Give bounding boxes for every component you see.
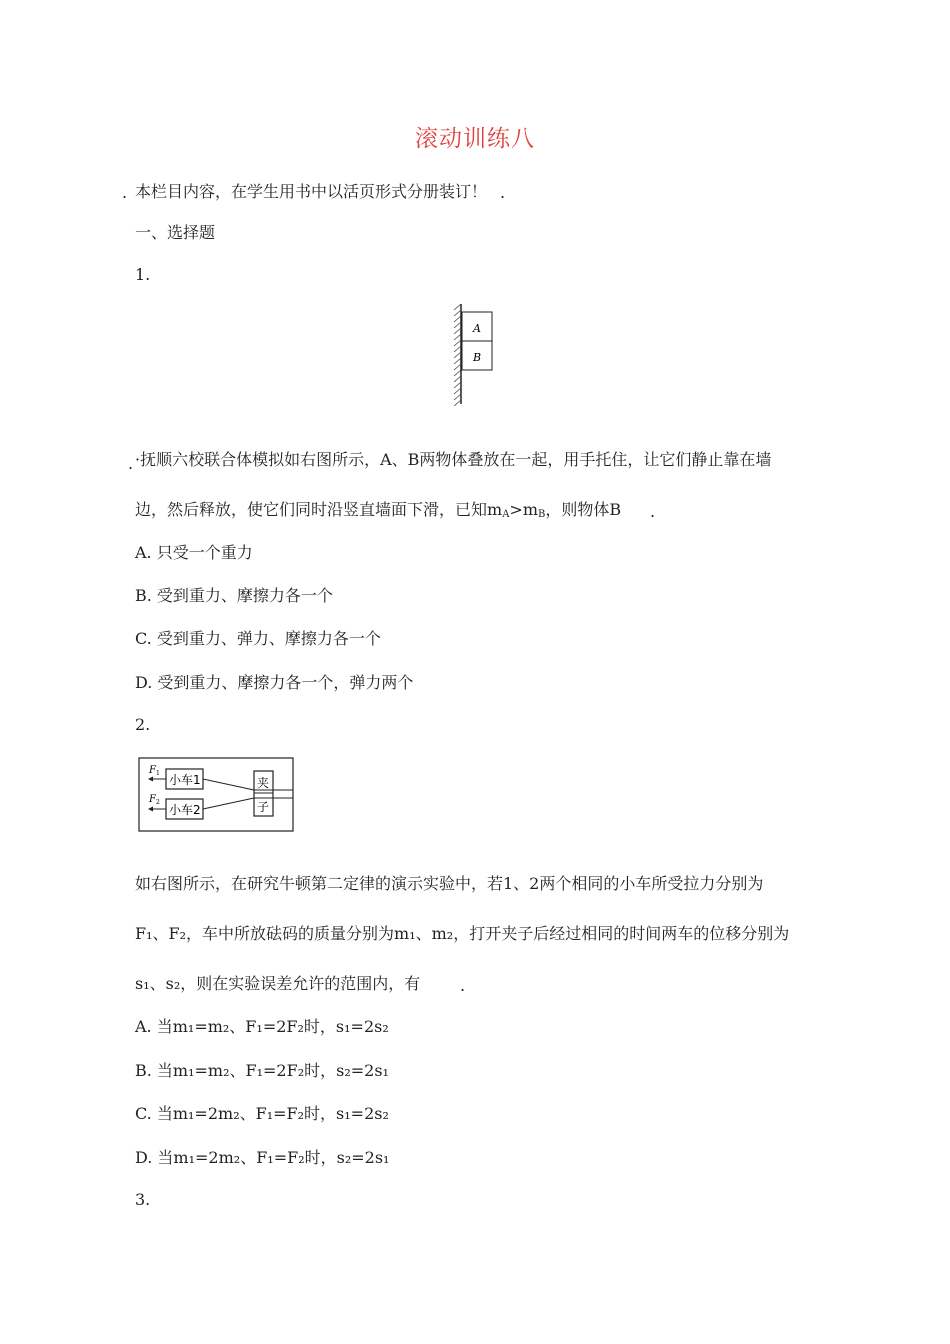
question-1-option-d: D. 受到重力、摩擦力各一个，弹力两个 [135, 673, 414, 692]
clip-label-bottom: 子 [257, 800, 270, 814]
question-1-number: 1. [135, 265, 151, 284]
cart-1-label: 小车1 [169, 773, 201, 787]
margin-dot: . [122, 183, 128, 202]
f2-label: F [149, 794, 156, 805]
question-2-stem-line-2: F₁、F₂，车中所放砝码的质量分别为m₁、m₂，打开夹子后经过相同的时间两车的位移分别为 [135, 924, 790, 943]
margin-dot: . [500, 183, 506, 202]
margin-dot: . [460, 976, 466, 995]
block-a-label: A [473, 322, 481, 335]
question-2-number: 2. [135, 715, 151, 734]
question-1-stem-line-2: 边，然后释放，使它们同时沿竖直墙面下滑，已知$m_A>m_B$，则物体B [135, 500, 622, 520]
binding-note: 本栏目内容，在学生用书中以活页形式分册装订！ [135, 182, 488, 201]
question-2-stem-line-1: 如右图所示，在研究牛顿第二定律的演示实验中，若1、2两个相同的小车所受拉力分别为 [135, 874, 764, 893]
clip-label-top: 夹 [257, 776, 270, 790]
f1-label: F [149, 765, 156, 776]
question-1-option-a: A. 只受一个重力 [135, 543, 253, 562]
question-2-option-c: C. 当m₁=2m₂、F₁=F₂时，s₁=2s₂ [135, 1104, 389, 1123]
f2-subscript: 2 [156, 799, 160, 806]
f1-subscript: 1 [156, 770, 160, 777]
cart-2-label: 小车2 [169, 803, 201, 817]
question-2-option-a: A. 当m₁=m₂、F₁=2F₂时，s₁=2s₂ [135, 1017, 389, 1036]
question-1-stem-line-1: ·抚顺六校联合体模拟如右图所示，A、B两物体叠放在一起，用手托住，让它们静止靠在墙 [135, 450, 772, 469]
margin-dot: . [128, 454, 134, 473]
page-title: 滚动训练八 [415, 126, 535, 152]
question-2-option-b: B. 当m₁=m₂、F₁=2F₂时，s₂=2s₁ [135, 1061, 389, 1080]
section-heading: 一、选择题 [135, 223, 216, 242]
question-1-option-b: B. 受到重力、摩擦力各一个 [135, 586, 333, 605]
newton-second-law-apparatus [138, 757, 296, 833]
question-3-number: 3. [135, 1190, 151, 1209]
wall-blocks-diagram [452, 304, 498, 406]
apparatus-frame [139, 758, 293, 831]
wall-hatching [454, 304, 461, 406]
margin-dot: . [650, 502, 656, 521]
question-2-option-d: D. 当m₁=2m₂、F₁=F₂时，s₂=2s₁ [135, 1148, 390, 1167]
block-b-label: B [473, 351, 482, 364]
question-1-option-c: C. 受到重力、弹力、摩擦力各一个 [135, 629, 381, 648]
question-2-stem-line-3: s₁、s₂，则在实验误差允许的范围内，有 [135, 974, 421, 993]
